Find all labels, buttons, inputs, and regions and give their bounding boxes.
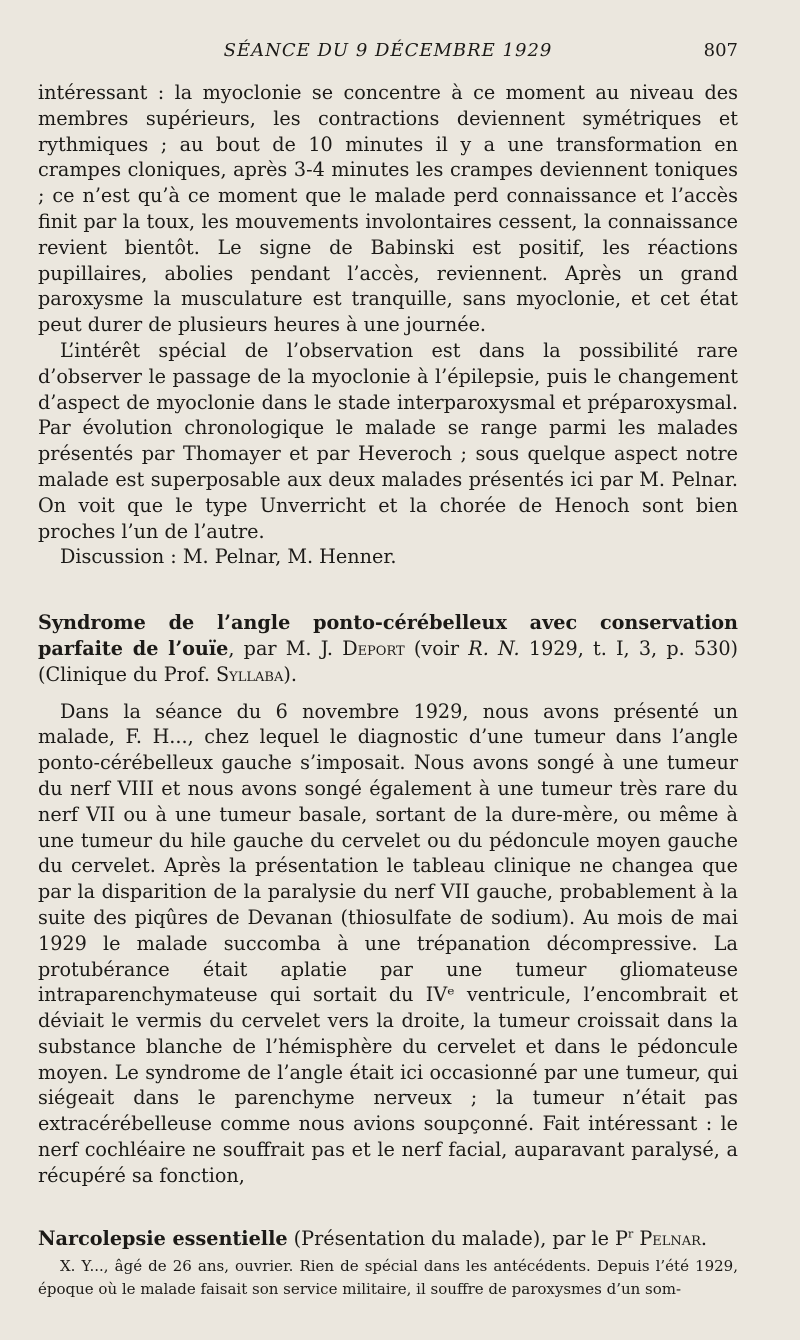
section2-heading <box>38 610 738 687</box>
section-gap <box>38 1189 738 1226</box>
section-gap <box>38 570 738 610</box>
section3-heading <box>38 1226 738 1252</box>
section2-ref-open: (voir <box>404 636 469 660</box>
section2-professor: Syllaba <box>216 662 284 686</box>
section3-paragraph-1: X. Y..., âgé de 26 ans, ouvrier. Rien de spécial dans les antécédents. Depuis l’été 1929, époque où le malade faisait son service militaire, il souffre de paroxysmes d’un som- <box>38 1257 738 1299</box>
section1-paragraph-1: intéressant : la myoclonie se concentre à ce moment au niveau des membres supérieurs, les contractions deviennent symétriques et rythmiques ; au bout de 10 minutes il y a une transformation en crampes cloniques, après 3-4 minutes les crampes deviennent toniques ; ce n’est qu’à ce moment que le malade perd connaissance et l’accès finit par la toux, les mouvements involontaires cessent, la connaissance revient bientôt. Le signe de Babinski est positif, les réactions pupillaires, abolies pendant l’accès, reviennent. Après un grand paroxysme la musculature est tranquille, sans myoclonie, et cet état peut durer de plusieurs heures à une journée. <box>38 81 738 337</box>
section2-ref-rest: 1929, t. I, 3, p. 530) (Clinique du Prof. <box>38 636 739 686</box>
section2-ref-close: ). <box>283 662 297 686</box>
section2-author: Deport <box>342 636 405 660</box>
discussion-line: Discussion : M. Pelnar, M. Henner. <box>60 545 397 569</box>
section2-ref-journal: R. N. <box>468 636 520 660</box>
section3-subtitle: (Présentation du malade), par le <box>287 1226 616 1250</box>
running-title: SÉANCE DU 9 DÉCEMBRE 1929 <box>223 40 553 61</box>
section2-title: Syndrome de l’angle ponto-cérébelleux avec conservation parfaite de l’ouïe <box>38 611 738 660</box>
section2-paragraph-1: Dans la séance du 6 novembre 1929, nous avons présenté un malade, F. H..., chez lequel le diagnostic d’une tumeur dans l’angle ponto-cérébelleux gauche s’imposait. Nous avons songé à une tumeur du nerf VIII et nous avons songé également à une tumeur très rare du nerf VII ou à une tumeur basale, sortant de la dure-mère, ou même à une tumeur du hile gauche du cervelet ou du pédoncule moyen gauche du cervelet. Après la présentation le tableau clinique ne changea que par la disparition de la paralysie du nerf VII gauche, probablement à la suite des piqûres de Devanan (thiosulfate de sodium). Au mois de mai 1929 le malade succomba à une trépanation décompressive. La protubérance était aplatie par une tumeur gliomateuse intraparenchymateuse qui sortait du IVᵉ ventricule, l’encombrait et déviait le vermis du cervelet vers la droite, la tumeur croissait dans la substance blanche de l’hémisphère du cervelet et dans le pédoncule moyen. Le syndrome de l’angle était ici occasionné par une tumeur, qui siégeait dans le parenchyme nerveux ; la tumeur n’était pas extracérébelleuse comme nous avions soupçonné. Fait intéressant : le nerf cochléaire ne souffrait pas et le nerf facial, auparavant paralysé, a récupéré sa fonction, <box>38 699 738 1187</box>
section3-title-pr: P <box>615 1226 628 1250</box>
body-text <box>38 80 738 1301</box>
page-number: 807 <box>703 40 738 61</box>
section3-title-pr-sup: r <box>627 1227 634 1241</box>
section2-by: , par M. J. <box>228 636 343 660</box>
page-header <box>38 40 738 70</box>
section1-paragraph-2: L’intérêt spécial de l’observation est dans la possibilité rare d’observer le passage de la myoclonie à l’épilepsie, puis le changement d’aspect de myoclonie dans le stade interparoxysmal et préparoxysmal. Par évolution chronologique le malade se range parmi les malades présentés par Thomayer et par Heveroch ; sous quelque aspect notre malade est superposable aux deux malades présentés ici par M. Pelnar. On voit que le type Unverricht et la chorée de Henoch sont bien proches l’un de l’autre. <box>38 338 738 543</box>
section3-title: Narcolepsie essentielle <box>38 1226 288 1250</box>
section3-author: Pelnar. <box>633 1226 708 1250</box>
